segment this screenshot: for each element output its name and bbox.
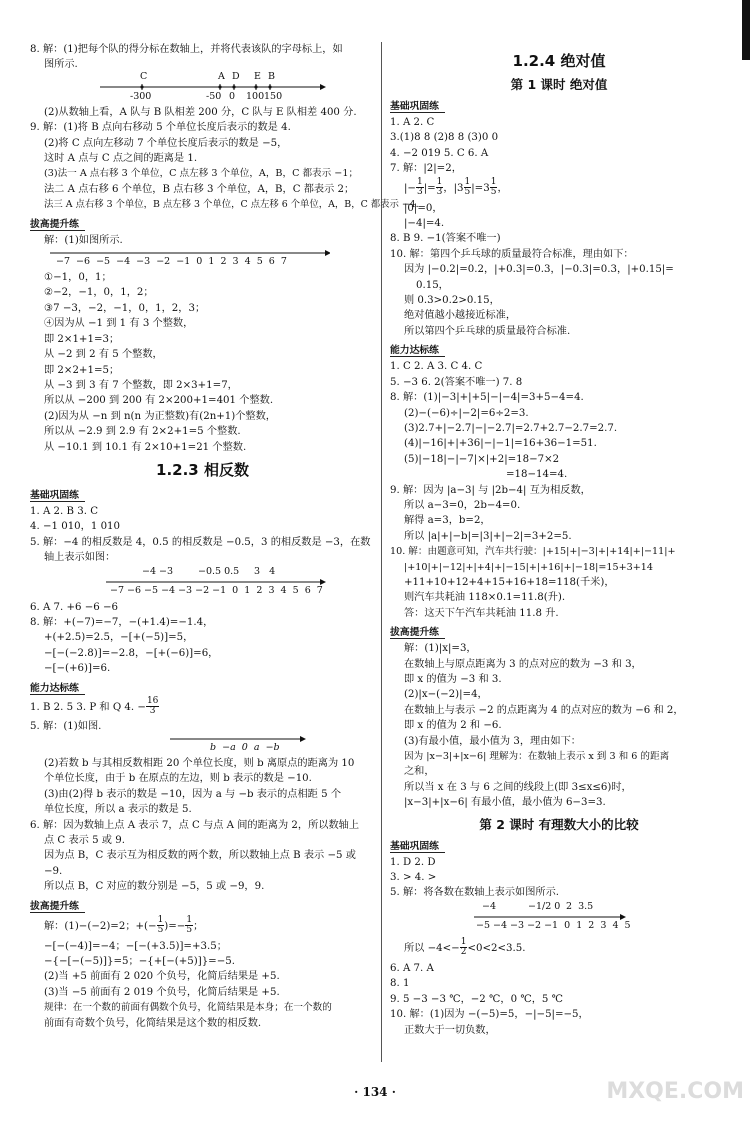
nl-point-label: −4 [482, 900, 497, 912]
answer-line: 绝对值越小越接近标准， [404, 310, 517, 322]
section-title: 1.2.4 绝对值 [512, 52, 606, 70]
answer-line: 则 0.3>0.2>0.15， [404, 295, 500, 307]
fraction [416, 178, 424, 197]
answer-line: 5. 解：将各数在数轴上表示如图所示. [390, 887, 560, 899]
answer-line: 10. 解：由题意可知，汽车共行驶：|+15|+|−3|+|+14|+|−11|+ [390, 546, 676, 558]
answer-line: 解：(1)|x|=3， [404, 643, 477, 655]
answer-line: +11+10+12+4+15+16+18=118(千米)， [404, 576, 615, 588]
answer-line: 因为点 B，C 表示互为相反数的两个数，所以数轴上点 B 表示 −5 或 [44, 850, 356, 862]
answer-line: 1. A 2. C [390, 117, 435, 128]
answer-line: 1. A 2. B 3. C [30, 505, 98, 517]
nl-point-label: 3 4 [254, 565, 276, 577]
answer-line: 因为 |x−3|+|x−6| 理解为：在数轴上表示 x 到 3 和 6 的距离 [404, 751, 670, 763]
answer-line: 8. 1 [390, 978, 410, 990]
answer-line: ②−2，−1，0，1，2； [44, 287, 154, 299]
nl-letter: D [232, 70, 240, 82]
answer-line: 3. > 4. > [390, 872, 437, 884]
answer-text: 解：(1)−(−2)=2；+(− [44, 920, 157, 932]
denominator: 3 [149, 706, 156, 717]
nl-letter: A [218, 70, 225, 82]
answer-line: ③7 −3，−2，−1，0，1，2，3； [44, 302, 206, 314]
number-line-opposites [30, 566, 375, 600]
answer-line: 6. 解：因为数轴上点 A 表示 7，点 C 与点 A 间的距离为 2，所以数轴上 [30, 819, 360, 831]
answer-line: −[−(+6)]=6. [44, 663, 111, 675]
answer-line: =18−14=4. [506, 469, 568, 481]
answer-line: 之和， [404, 766, 435, 778]
number-line-teams-svg [30, 70, 330, 105]
nl-point-label: 2 3.5 [566, 900, 594, 912]
number-line-b-a [30, 734, 375, 756]
nl-number: -50 [206, 90, 222, 102]
answer-line: |x−3|+|x−6| 有最小值，最小值为 6−3=3. [404, 797, 606, 809]
answer-line: −9. [44, 865, 63, 877]
answer-line: 所以第四个乒乓球的质量最符合标准. [404, 325, 571, 337]
numerator: 1 [490, 177, 497, 188]
answer-text: |=3 [471, 182, 490, 194]
answer-line: 点 C 表示 5 或 9. [44, 835, 125, 847]
answer-line [30, 915, 375, 939]
answer-line: 解：(1)如图所示. [44, 234, 123, 246]
answer-line: (3)有最小值，最小值为 3，理由如下： [404, 735, 581, 747]
answer-line: 即 2×2+1=5； [44, 364, 120, 376]
q9-line: 9. 解：(1)将 B 点向右移动 5 个单位长度后表示的数是 4. [30, 122, 291, 134]
answer-line: 所以从 −2.9 到 2.9 有 2×2+1=5 个整数. [44, 426, 241, 438]
section-title: 1.2.3 相反数 [156, 460, 249, 479]
answer-line: (2)−(−6)÷|−2|=6÷2=3. [404, 407, 529, 419]
q9-line: 法三 A 点右移 3 个单位，B 点左移 3 个单位，C 点左移 6 个单位，A，B，C 都表示 −4. [44, 199, 419, 211]
answer-line: 7. 解：|2|=2， [390, 163, 462, 175]
nl-point-label: −1/2 0 [528, 900, 561, 912]
answer-line: 所以当 x 在 3 与 6 之间的线段上(即 3≤x≤6)时， [404, 781, 632, 793]
answer-line: 即 2×1+1=3； [44, 333, 120, 345]
answer-line: 个单位长度，由于 b 在原点的左边，则 b 表示的数是 −10. [44, 773, 312, 785]
answer-line: (2)因为从 −n 到 n(n 为正整数)有(2n+1)个整数， [44, 410, 276, 422]
answer-text: ，|3 [443, 182, 464, 194]
answer-line: 5. −3 6. 2(答案不唯一) 7. 8 [390, 376, 523, 388]
answer-line: 前面有奇数个负号，化简结果是这个数的相反数. [44, 1017, 262, 1029]
number-line-teams [30, 70, 375, 105]
answer-line: 10. 解：第四个乒乓球的质量最符合标准，理由如下： [390, 248, 634, 260]
column-divider [381, 42, 382, 1062]
answer-line: (3)由(2)得 b 表示的数是 −10，因为 a 与 −b 表示的点相距 5 个 [44, 788, 342, 800]
answer-line: (3)当 −5 前面有 2 019 个负号，化简后结果是 +5. [44, 986, 280, 998]
number-line-compare-svg [390, 901, 690, 937]
nl-number: 100 [246, 90, 265, 102]
answer-line: 9. 5 −3 −3 ℃，−2 ℃，0 ℃，5 ℃ [390, 993, 564, 1005]
answer-text: <0<2<3.5. [467, 942, 526, 954]
answer-line: 5. 解：(1)如图. [30, 720, 102, 732]
numerator: 1 [186, 915, 193, 926]
answer-line: 5. 解：−4 的相反数是 4，0.5 的相反数是 −0.5，3 的相反数是 −3，在数 [30, 536, 371, 548]
section-tag: 基础巩固练 [30, 487, 85, 502]
answer-line: 在数轴上与表示 −2 的点距离为 4 的点对应的数为 −6 和 2， [404, 704, 684, 716]
section-tag: 基础巩固练 [390, 838, 445, 853]
answer-line: 9. 解：因为 |a−3| 与 |2b−4| 互为相反数， [390, 484, 591, 496]
denominator: 5 [490, 187, 497, 198]
answer-text: ； [193, 920, 204, 932]
nl-letter: E [254, 70, 261, 82]
answer-line: 3.(1)8 8 (2)8 8 (3)0 0 [390, 132, 499, 144]
answer-line: 4. −1 010，1 010 [30, 521, 121, 533]
answer-line: 0.15， [416, 279, 449, 291]
nl-letter: B [268, 70, 275, 82]
q8-line: 图所示. [44, 59, 78, 71]
answer-line [390, 937, 728, 961]
answer-text: )=− [164, 920, 186, 932]
answer-line: 则汽车共耗油 118×0.1=11.8(升). [404, 592, 566, 604]
answer-line: 所以点 B，C 对应的数分别是 −5，5 或 −9，9. [44, 881, 265, 893]
denominator: 5 [186, 925, 193, 936]
answer-line: 轴上表示如图： [44, 552, 116, 564]
answer-line: −{−[−(−5)]}=5；−{+[−(+5)]}=−5. [44, 956, 235, 968]
numerator: 1 [436, 177, 443, 188]
answer-line: 即 x 的值为 2 和 −6. [404, 720, 502, 732]
nl-point-label: −0.5 0.5 [198, 565, 240, 577]
answer-line: 因为 |−0.2|=0.2，|+0.3|=0.3，|−0.3|=0.3，|+0.15|= [404, 264, 674, 276]
fraction [185, 916, 193, 935]
answer-line [390, 177, 728, 201]
answer-line: ①−1，0，1； [44, 272, 112, 284]
answer-line: 在数轴上与原点距离为 3 的点对应的数为 −3 和 3， [404, 658, 642, 670]
page-number: · 134 · [354, 1085, 396, 1099]
answer-line: 6. A 7. +6 −6 −6 [30, 601, 119, 613]
section-tag: 基础巩固练 [390, 98, 445, 113]
lesson-title: 第 1 课时 绝对值 [510, 77, 608, 92]
answer-line: 10. 解：(1)因为 −(−5)=5，−|−5|=−5， [390, 1009, 589, 1021]
answer-line: |0|=0， [404, 202, 443, 214]
answer-text: 1. B 2. 5 3. P 和 Q 4. − [30, 701, 146, 713]
answer-line: 6. A 7. A [390, 962, 434, 974]
answer-line: 所以 |a|+|−b|=|3|+|−2|=3+2=5. [404, 530, 572, 542]
answer-line: 单位长度，所以 a 表示的数是 5. [44, 804, 192, 816]
answer-line: 即 x 的值为 −3 和 3. [404, 674, 502, 685]
nl-letter: C [140, 70, 148, 82]
q9-line: 这时 A 点与 C 点之间的距离是 1. [44, 153, 198, 165]
page-corner-mark [742, 0, 750, 60]
answer-line: 1. C 2. A 3. C 4. C [390, 361, 483, 373]
answer-text: ， [497, 182, 508, 194]
answer-line: (2)|x−(−2)|=4， [404, 689, 488, 701]
q9-line: 法二 A 点右移 6 个单位，B 点右移 3 个单位，A，B，C 都表示 2； [44, 183, 355, 195]
answer-line: −[−(−4)]=−4；−[−(+3.5)]=+3.5； [44, 940, 227, 952]
answer-line: 1. D 2. D [390, 856, 436, 868]
nl-ticks: −5 −4 −3 −2 −1 0 1 2 3 4 5 [476, 919, 631, 931]
answer-text: |− [404, 182, 416, 194]
nl-ticks: −7 −6 −5 −4 −3 −2 −1 0 1 2 3 4 5 6 7 [56, 256, 287, 268]
nl-ticks: −7 −6 −5 −4 −3 −2 −1 0 1 2 3 4 5 6 7 [110, 584, 323, 596]
section-tag: 能力达标练 [30, 680, 85, 695]
numerator: 1 [157, 915, 164, 926]
section-tag: 拔高提升练 [390, 624, 445, 639]
q9-line: (2)将 C 点向左移动 7 个单位长度后表示的数是 −5， [44, 137, 288, 149]
numerator: 1 [460, 937, 467, 948]
denominator: 5 [157, 925, 164, 936]
answer-line: 答：这天下午汽车共耗油 11.8 升. [404, 607, 559, 619]
number-line-compare [390, 901, 728, 937]
answer-line: 4. −2 019 5. C 6. A [390, 147, 489, 159]
answer-line: −[−(−2.8)]=−2.8，−[+(−6)]=6， [44, 647, 219, 659]
denominator: 2 [460, 947, 467, 958]
answer-line: 8. B 9. −1(答案不唯一) [390, 233, 501, 245]
answer-line: (5)|−18|−|−7|×|+2|=18−7×2 [404, 453, 560, 465]
answer-line: (4)|−16|+|+36|−|−1|=16+36−1=51. [404, 438, 597, 450]
nl-number: 150 [264, 90, 283, 102]
number-line-b-a-svg [30, 734, 330, 748]
numerator: 1 [464, 177, 471, 188]
nl-point-label: −4 −3 [142, 565, 174, 577]
answer-line: (2)当 +5 前面有 2 020 个负号，化简后结果是 +5. [44, 971, 280, 983]
answer-line: (2)若数 b 与其相反数相距 20 个单位长度，则 b 离原点的距离为 10 [44, 758, 355, 769]
right-column [390, 42, 728, 1038]
nl-number: 0 [229, 90, 236, 102]
denominator: 3 [436, 187, 443, 198]
section-tag: 拔高提升练 [30, 898, 85, 913]
nl-ticks: b −a 0 a −b [210, 742, 280, 753]
numerator: 1 [416, 177, 423, 188]
answer-line: 从 −3 到 3 有 7 个整数，即 2×3+1=7， [44, 379, 238, 391]
answer-text: 所以 −4<− [404, 942, 460, 954]
answer-line: 所以 a−3=0，2b−4=0. [404, 499, 521, 511]
q8-line: 8. 解：(1)把每个队的得分标在数轴上，并将代表该队的字母标上，如 [30, 44, 343, 55]
answer-line: (3)2.7+|−2.7|−|−2.7|=2.7+2.7−2.7=2.7. [404, 422, 618, 434]
answer-line: |−4|=4. [404, 218, 445, 230]
answer-line [30, 697, 375, 719]
number-line-integers [30, 248, 375, 270]
section-tag: 能力达标练 [390, 342, 445, 357]
answer-line: 解得 a=3，b=2， [404, 515, 491, 527]
numerator: 16 [146, 696, 159, 707]
q9-line: (3)法一 A 点右移 3 个单位，C 点左移 3 个单位，A，B，C 都表示 −1； [44, 168, 359, 180]
lesson-title: 第 2 课时 有理数大小的比较 [479, 816, 639, 832]
answer-line: 8. 解：(1)|−3|+|+5|−|−4|=3+5−4=4. [390, 392, 584, 404]
denominator: 5 [464, 187, 471, 198]
answer-line: 从 −10.1 到 10.1 有 2×10+1=21 个整数. [44, 441, 247, 453]
answer-line: 规律：在一个数的前面有偶数个负号，化简结果是本身；在一个数的 [44, 1002, 332, 1014]
answer-line: 从 −2 到 2 有 5 个整数， [44, 349, 163, 361]
denominator: 3 [416, 187, 423, 198]
fraction [146, 697, 159, 716]
watermark-logo: MXQE.COM [606, 1079, 744, 1104]
section-tag: 拔高提升练 [30, 216, 85, 231]
answer-line: |+10|+|−12|+|+4|+|−15|+|+16|+|−18|=15+3+14 [404, 561, 653, 573]
answer-text: |= [423, 182, 436, 194]
nl-number: -300 [130, 90, 152, 102]
answer-line: +(+2.5)=2.5，−[+(−5)]=5， [44, 632, 194, 644]
answer-line: 8. 解：+(−7)=−7，−(+1.4)=−1.4， [30, 616, 214, 628]
answer-line: ④因为从 −1 到 1 有 3 个整数， [44, 318, 194, 330]
q8-line: (2)从数轴上看，A 队与 B 队相差 200 分，C 队与 E 队相差 400 分. [44, 106, 357, 118]
answer-line: 所以从 −200 到 200 有 2×200+1=401 个整数. [44, 395, 274, 407]
answer-line: 正数大于一切负数， [404, 1024, 496, 1036]
